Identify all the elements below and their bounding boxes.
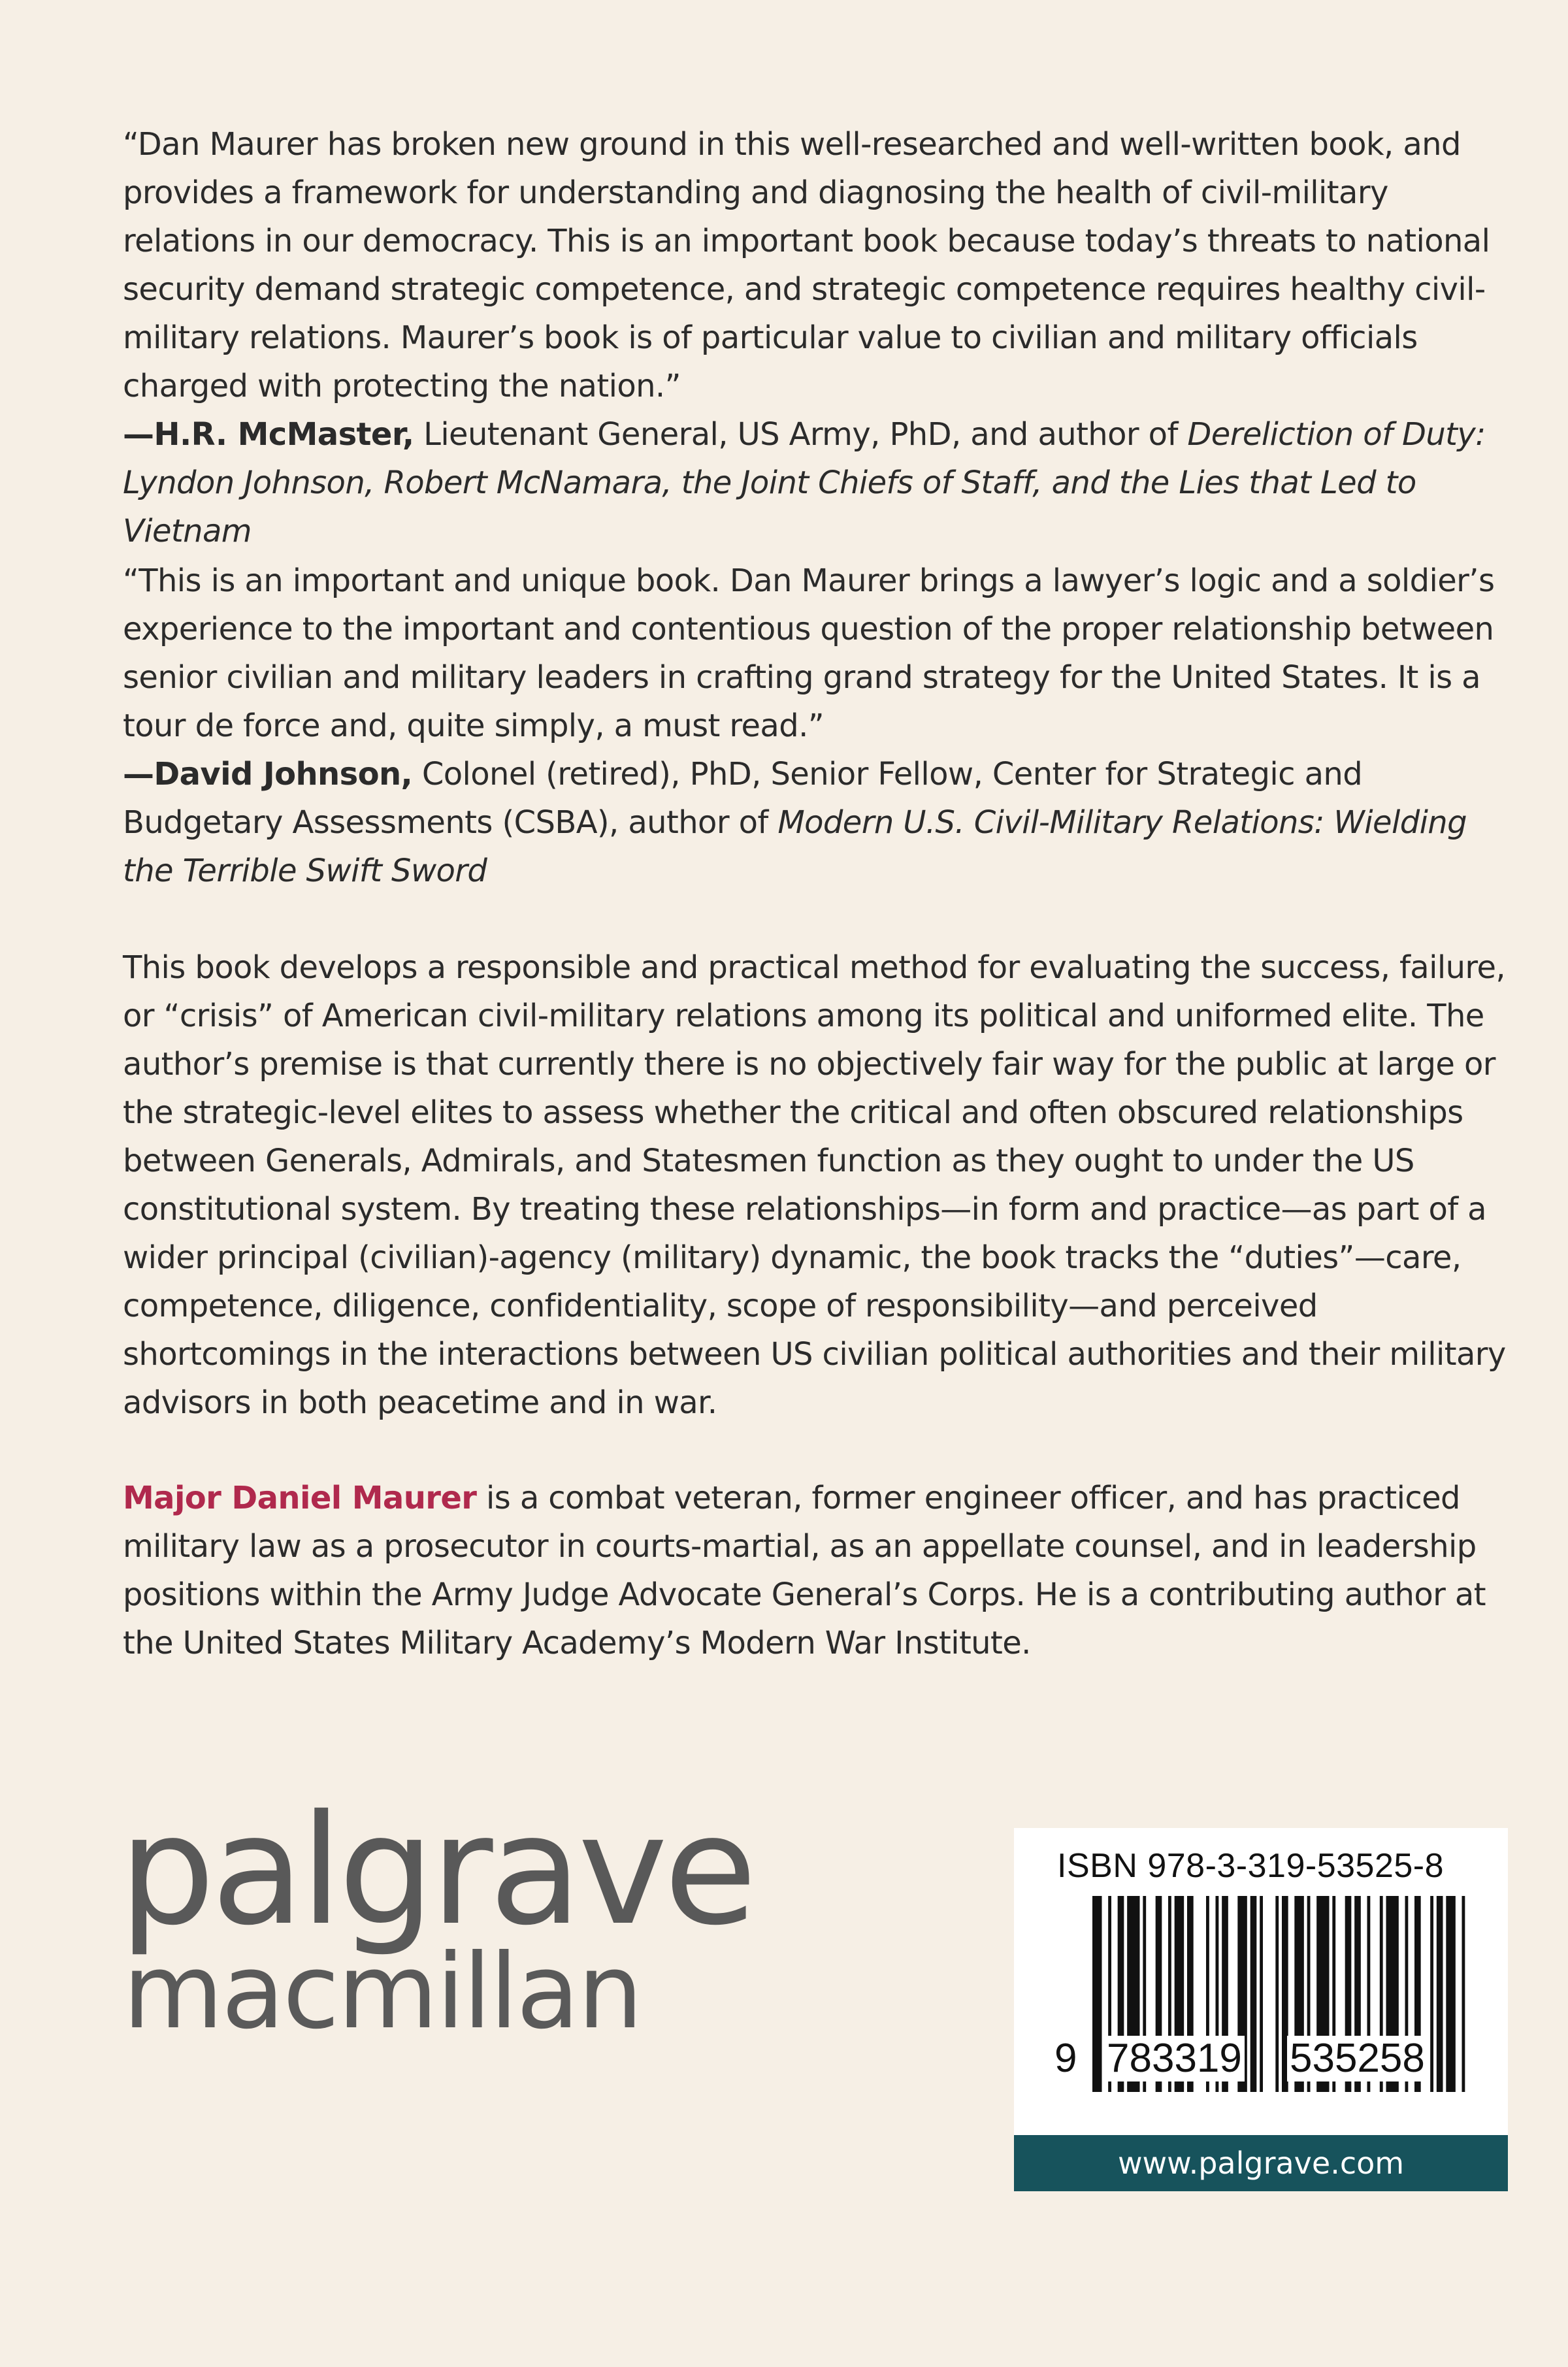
- description-text: This book develops a responsible and practical method for evaluating the success, failure, or “crisis” of American civil-military relations among its political and uniformed elite. The author’s premise is that currently there is no objectively fair way for the public at large or the strategic-level elites to assess whether the critical and often obscured relationships between Generals, Admirals, and Statesmen function as they ought to under the US constitutional system. By treating these relationships—in form and practice—as part of a wider principal (civilian)-agency (military) dynamic, the book tracks the “duties”—care, competence, diligence, confidentiality, scope of responsibility—and perceived shortcomings in the interactions between US civilian political authorities and their military advisors in both peacetime and in war.: [123, 949, 1506, 1421]
- publisher-url[interactable]: www.palgrave.com: [1014, 2135, 1508, 2191]
- review-quote: “This is an important and unique book. Dan Maurer brings a lawyer’s logic and a soldier’s experience to the important and contentious question of the proper relationship between senior civilian and military leaders in crafting grand strategy for the United States. It is a tour de force and, quite simply, a must read.”: [123, 563, 1495, 744]
- publisher-logo-line2: macmillan: [123, 1932, 642, 2052]
- reviewer-credentials: Colonel (retired), PhD, Senior Fellow, Center for Strategic and Budgetary Assessments (CSBA), author of: [123, 756, 1363, 841]
- barcode-digits-right: 535258: [1287, 2036, 1428, 2081]
- isbn-barcode-box: [1014, 1828, 1508, 2135]
- barcode-bar: [1437, 1896, 1443, 2092]
- reviewer-name: —H.R. McMaster,: [123, 416, 414, 453]
- reviewer-name: —David Johnson,: [123, 756, 413, 792]
- review-mcmaster: [123, 120, 1514, 555]
- reviewer-credentials: Lieutenant General, US Army, PhD, and author of: [414, 416, 1188, 453]
- author-bio: [123, 1474, 1514, 1667]
- barcode-bar: [1250, 1896, 1257, 2092]
- review-quote: “Dan Maurer has broken new ground in this well-researched and well-written book, and provides a framework for understanding and diagnosing the health of civil-military relations in our democracy. This is an important book because today’s threats to national security demand strategic competence, and strategic competence requires healthy civil-military relations. Maurer’s book is of particular value to civilian and military officials charged with protecting the nation.”: [123, 126, 1490, 404]
- book-description: [123, 943, 1514, 1427]
- barcode-bar: [1260, 1896, 1263, 2092]
- barcode-bar: [1275, 1896, 1279, 2092]
- review-attribution: [123, 410, 1514, 555]
- author-name: Major Daniel Maurer: [123, 1480, 477, 1516]
- review-johnson: [123, 557, 1514, 895]
- barcode-digits-left: 783319: [1104, 2036, 1245, 2081]
- review-attribution: [123, 750, 1514, 895]
- barcode-bar: [1446, 1896, 1456, 2092]
- barcode-digit-lead: 9: [1052, 2036, 1079, 2081]
- barcode-bar: [1462, 1896, 1465, 2092]
- reviewer-book-title: Dereliction of Duty: Lyndon Johnson, Robert McNamara, the Joint Chiefs of Staff, and the Lies that Led to Vietnam: [123, 416, 1486, 549]
- barcode-bar: [1430, 1896, 1433, 2092]
- author-bio-body: is a combat veteran, former engineer officer, and has practiced military law as a prosecutor in courts-martial, as an appellate counsel, and in leadership positions within the Army Judge Advocate General’s Corps. He is a contributing author at the United States Military Academy’s Modern War Institute.: [123, 1480, 1486, 1661]
- author-bio-text: [123, 1474, 1514, 1667]
- isbn-label: ISBN 978-3-319-53525-8: [1057, 1847, 1445, 1885]
- reviewer-book-title: Modern U.S. Civil-Military Relations: Wielding the Terrible Swift Sword: [123, 804, 1467, 889]
- publisher-logo-line1: palgrave: [119, 1782, 753, 1959]
- barcode-bar: [1092, 1896, 1102, 2092]
- publisher-logo: [119, 1782, 753, 2052]
